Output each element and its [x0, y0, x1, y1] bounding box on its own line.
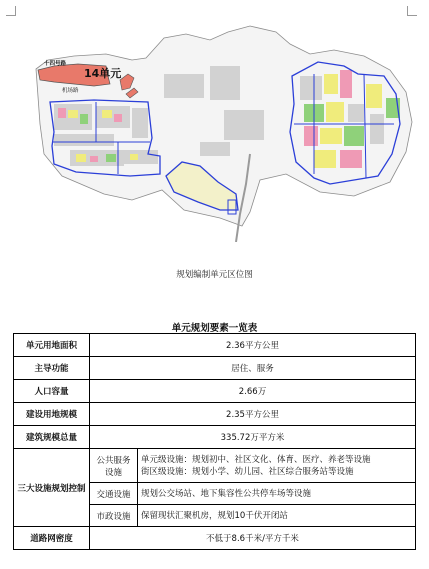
facility-line: 单元级设施：规划初中、社区文化、体育、医疗、养老等设施: [141, 454, 371, 465]
row-value: 2.36平方公里: [90, 334, 416, 357]
row-label: 人口容量: [14, 380, 90, 403]
table-row: [14, 380, 416, 403]
planning-requirements-table: [13, 333, 416, 550]
map-label-unit: 14单元: [84, 67, 122, 80]
row-value: 335.72万平方米: [90, 426, 416, 449]
table-title: 单元规划要素一览表: [171, 323, 258, 334]
facility-detail: [138, 449, 416, 483]
row-label: 道路网密度: [14, 527, 90, 550]
row-label: 主导功能: [14, 357, 90, 380]
facility-type: 交通设施: [90, 483, 138, 505]
map-label-road-bottom: 机场路: [62, 88, 79, 94]
row-label: 建筑规模总量: [14, 426, 90, 449]
row-label: 建设用地规模: [14, 403, 90, 426]
map-caption: 规划编制单元区位图: [176, 270, 253, 280]
row-value: 2.35平方公里: [90, 403, 416, 426]
row-value: 2.66万: [90, 380, 416, 403]
table-row: [14, 357, 416, 380]
row-label: 三大设施规划控制: [14, 449, 90, 527]
table-row: [14, 426, 416, 449]
row-value: 不低于8.6千米/平方千米: [90, 527, 416, 550]
table-row: [14, 449, 416, 483]
location-map: [14, 14, 416, 242]
row-label: 单元用地面积: [14, 334, 90, 357]
map-label-road-top: 十四号路: [44, 61, 67, 67]
facility-line: 街区级设施：规划小学、幼儿园、社区综合服务站等设施: [141, 466, 354, 477]
table-row: [14, 403, 416, 426]
row-value: 居住、服务: [90, 357, 416, 380]
facility-detail: 保留现状汇聚机房，规划10千伏开闭站: [138, 505, 416, 527]
facility-type: 公共服务设施: [90, 449, 138, 483]
table-row: [14, 334, 416, 357]
facility-detail: 规划公交场站、地下集容性公共停车场等设施: [138, 483, 416, 505]
facility-type: 市政设施: [90, 505, 138, 527]
table-row: [14, 527, 416, 550]
